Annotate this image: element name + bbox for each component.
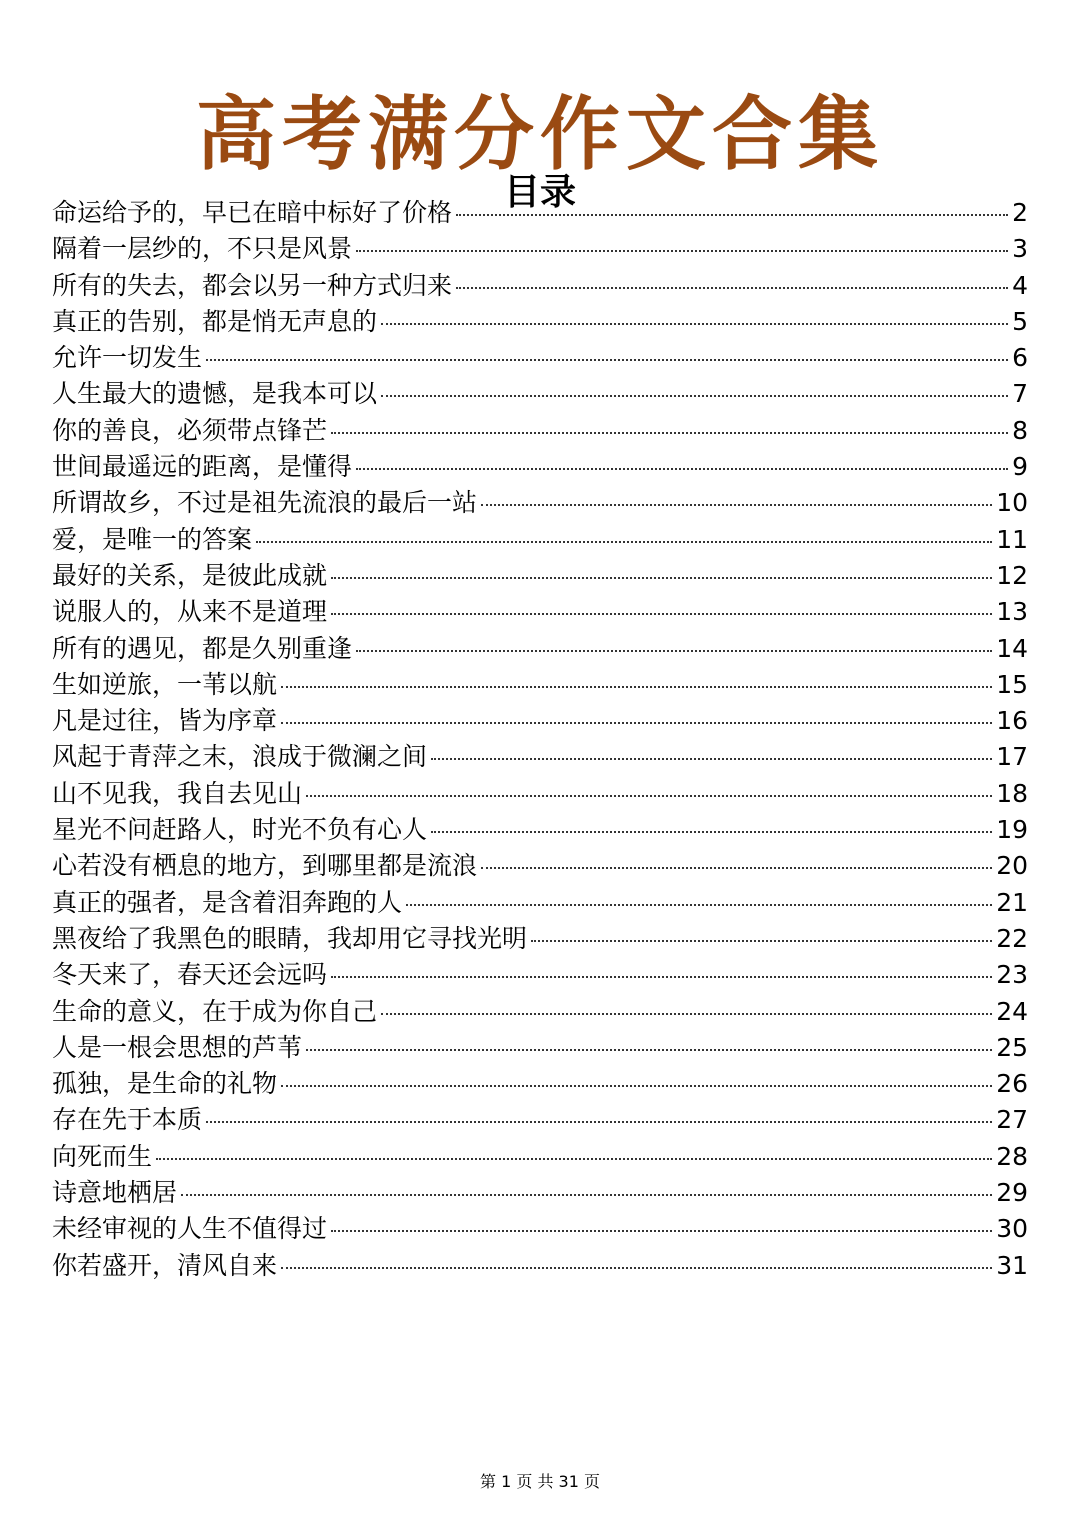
toc-entry-page-number: 18 xyxy=(996,778,1028,808)
toc-dot-leader xyxy=(431,758,992,760)
toc-entry-title: 世间最遥远的距离，是懂得 xyxy=(52,452,353,482)
toc-entry[interactable] xyxy=(52,921,1028,957)
toc-dot-leader xyxy=(181,1194,992,1196)
toc-entry-title: 隔着一层纱的，不只是风景 xyxy=(52,234,353,264)
toc-entry[interactable] xyxy=(52,667,1028,703)
toc-entry[interactable] xyxy=(52,885,1028,921)
toc-entry-page-number: 20 xyxy=(996,851,1028,881)
toc-entry[interactable] xyxy=(52,1175,1028,1211)
toc-heading: 目录 xyxy=(503,171,576,213)
toc-entry-page-number: 16 xyxy=(996,706,1028,736)
toc-dot-leader xyxy=(206,359,1008,361)
toc-dot-leader xyxy=(381,1013,992,1015)
toc-entry-page-number: 31 xyxy=(996,1250,1028,1280)
toc-entry[interactable] xyxy=(52,1102,1028,1138)
toc-entry-page-number: 13 xyxy=(996,597,1028,627)
toc-entry[interactable] xyxy=(52,1030,1028,1066)
toc-entry[interactable] xyxy=(52,812,1028,848)
toc-entry-title: 真正的告别，都是悄无声息的 xyxy=(52,306,378,336)
toc-entry-title: 你若盛开，清风自来 xyxy=(52,1250,278,1280)
toc-dot-leader xyxy=(381,395,1008,397)
toc-entry[interactable] xyxy=(52,848,1028,884)
toc-entry[interactable] xyxy=(52,1211,1028,1247)
toc-entry-page-number: 2 xyxy=(1012,198,1028,227)
toc-dot-leader xyxy=(331,577,992,579)
toc-entry-title: 生如逆旅，一苇以航 xyxy=(52,669,278,699)
toc-entry-page-number: 21 xyxy=(996,887,1028,917)
toc-dot-leader xyxy=(256,541,992,543)
toc-dot-leader xyxy=(431,831,992,833)
toc-dot-leader xyxy=(306,795,992,797)
toc-entry-title: 你的善良，必须带点锋芒 xyxy=(52,415,328,445)
toc-entry[interactable] xyxy=(52,994,1028,1030)
toc-dot-leader xyxy=(481,504,992,506)
toc-dot-leader xyxy=(406,904,992,906)
toc-entry[interactable] xyxy=(52,776,1028,812)
toc-entry[interactable] xyxy=(52,304,1028,340)
toc-entry[interactable] xyxy=(52,376,1028,412)
toc-entry-page-number: 6 xyxy=(1012,343,1028,373)
toc-entry-title: 真正的强者，是含着泪奔跑的人 xyxy=(52,887,403,917)
toc-entry-page-number: 22 xyxy=(996,923,1028,953)
toc-entry-page-number: 12 xyxy=(996,560,1028,590)
toc-entry[interactable] xyxy=(52,631,1028,667)
toc-entry[interactable] xyxy=(52,485,1028,521)
toc-dot-leader xyxy=(331,613,992,615)
toc-entry-title: 诗意地栖居 xyxy=(52,1178,178,1208)
toc-entry-title: 存在先于本质 xyxy=(52,1105,203,1135)
toc-entry-page-number: 17 xyxy=(996,742,1028,772)
toc-entry-page-number: 11 xyxy=(996,524,1028,554)
toc-entry-page-number: 14 xyxy=(996,633,1028,663)
toc-dot-leader xyxy=(356,468,1008,470)
toc-entry-page-number: 3 xyxy=(1012,234,1028,264)
toc-dot-leader xyxy=(381,323,1008,325)
toc-entry-title: 爱，是唯一的答案 xyxy=(52,524,253,554)
toc-entry-page-number: 30 xyxy=(996,1214,1028,1244)
toc-entry[interactable] xyxy=(52,703,1028,739)
toc-dot-leader xyxy=(481,867,992,869)
toc-entry[interactable] xyxy=(52,739,1028,775)
toc-entry[interactable] xyxy=(52,268,1028,304)
toc-entry-page-number: 8 xyxy=(1012,415,1028,445)
toc-entry[interactable] xyxy=(52,231,1028,267)
page-footer: 第 1 页 共 31 页 xyxy=(480,1472,600,1491)
toc-entry-title: 风起于青萍之末，浪成于微澜之间 xyxy=(52,742,428,772)
toc-dot-leader xyxy=(456,214,1008,216)
toc-entry-title: 人是一根会思想的芦苇 xyxy=(52,1032,303,1062)
toc-entry[interactable] xyxy=(52,340,1028,376)
toc-entry-title: 命运给予的，早已在暗中标好了价格 xyxy=(52,198,453,227)
toc-dot-leader xyxy=(331,976,992,978)
toc-entry-page-number: 10 xyxy=(996,488,1028,518)
toc-entry-title: 山不见我，我自去见山 xyxy=(52,778,303,808)
toc-entry[interactable] xyxy=(52,522,1028,558)
toc-entry[interactable] xyxy=(52,957,1028,993)
toc-entry-page-number: 5 xyxy=(1012,306,1028,336)
toc-entry[interactable] xyxy=(52,413,1028,449)
toc-dot-leader xyxy=(281,722,992,724)
toc-entry-title: 生命的意义，在于成为你自己 xyxy=(52,996,378,1026)
toc-dot-leader xyxy=(331,1230,992,1232)
toc-dot-leader xyxy=(306,1049,992,1051)
toc-dot-leader xyxy=(331,432,1008,434)
toc-dot-leader xyxy=(206,1121,992,1123)
toc-entry-title: 孤独，是生命的礼物 xyxy=(52,1069,278,1099)
toc-entry[interactable] xyxy=(52,558,1028,594)
toc-dot-leader xyxy=(531,940,992,942)
table-of-contents xyxy=(52,195,1028,1284)
toc-dot-leader xyxy=(356,250,1008,252)
toc-entry[interactable] xyxy=(52,449,1028,485)
toc-entry-title: 冬天来了，春天还会远吗 xyxy=(52,960,328,990)
toc-dot-leader xyxy=(281,686,992,688)
toc-entry-title: 凡是过往，皆为序章 xyxy=(52,706,278,736)
toc-entry-page-number: 9 xyxy=(1012,452,1028,482)
toc-entry-page-number: 19 xyxy=(996,815,1028,845)
toc-entry-page-number: 25 xyxy=(996,1032,1028,1062)
toc-entry-title: 未经审视的人生不值得过 xyxy=(52,1214,328,1244)
toc-entry[interactable] xyxy=(52,1066,1028,1102)
toc-entry-title: 说服人的，从来不是道理 xyxy=(52,597,328,627)
toc-entry-title: 黑夜给了我黑色的眼睛，我却用它寻找光明 xyxy=(52,923,528,953)
toc-entry-title: 所谓故乡，不过是祖先流浪的最后一站 xyxy=(52,488,478,518)
toc-entry-page-number: 15 xyxy=(996,669,1028,699)
toc-entry-title: 心若没有栖息的地方，到哪里都是流浪 xyxy=(52,851,478,881)
toc-dot-leader xyxy=(156,1158,992,1160)
toc-entry[interactable] xyxy=(52,195,1028,231)
toc-entry-title: 星光不问赶路人，时光不负有心人 xyxy=(52,815,428,845)
toc-entry-title: 所有的失去，都会以另一种方式归来 xyxy=(52,270,453,300)
toc-dot-leader xyxy=(281,1085,992,1087)
toc-entry-page-number: 29 xyxy=(996,1178,1028,1208)
toc-entry[interactable] xyxy=(52,1139,1028,1175)
toc-entry-page-number: 27 xyxy=(996,1105,1028,1135)
toc-entry[interactable] xyxy=(52,594,1028,630)
toc-dot-leader xyxy=(281,1267,992,1269)
toc-entry-title: 人生最大的遗憾，是我本可以 xyxy=(52,379,378,409)
toc-dot-leader xyxy=(456,287,1008,289)
toc-entry-title: 最好的关系，是彼此成就 xyxy=(52,560,328,590)
document-title: 高考满分作文合集 xyxy=(196,86,884,181)
toc-dot-leader xyxy=(356,650,992,652)
toc-entry-page-number: 24 xyxy=(996,996,1028,1026)
toc-entry-page-number: 26 xyxy=(996,1069,1028,1099)
toc-entry-title: 向死而生 xyxy=(52,1141,153,1171)
toc-entry-page-number: 23 xyxy=(996,960,1028,990)
toc-entry-page-number: 7 xyxy=(1012,379,1028,409)
toc-entry-page-number: 28 xyxy=(996,1141,1028,1171)
toc-entry-title: 所有的遇见，都是久别重逢 xyxy=(52,633,353,663)
toc-entry[interactable] xyxy=(52,1248,1028,1284)
toc-entry-title: 允许一切发生 xyxy=(52,343,203,373)
toc-entry-page-number: 4 xyxy=(1012,270,1028,300)
